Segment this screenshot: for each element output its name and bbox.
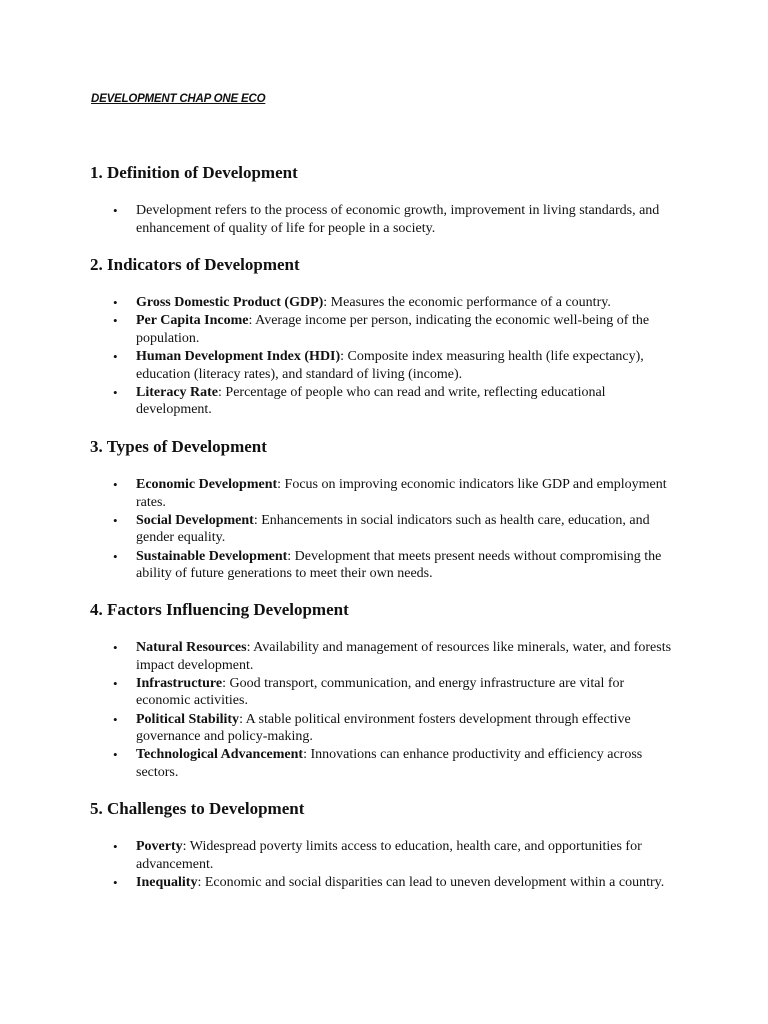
item-term: Natural Resources (136, 640, 247, 655)
item-term: Political Stability (136, 711, 240, 727)
item-term: Per Capita Income (136, 313, 249, 329)
list-item (90, 476, 676, 511)
item-term: Poverty (136, 839, 183, 854)
bullet-icon: • (113, 839, 118, 854)
list-item (90, 838, 676, 873)
item-text: Development refers to the process of economic growth, improvement in living standards, and enhancement of quality of life for people in a society. (136, 203, 660, 236)
bullet-icon: • (113, 477, 118, 492)
section-heading: 2. Indicators of Development (90, 255, 300, 274)
list-item (90, 202, 676, 237)
list-item (90, 312, 676, 347)
bullet-list (90, 838, 690, 891)
bullet-icon: • (113, 295, 118, 310)
item-term: Sustainable Development (136, 548, 288, 564)
item-term: Human Development Index (HDI) (136, 348, 341, 364)
item-text: : Enhancements in social indicators such as health care, education, and gender equality. (136, 512, 650, 546)
section-heading: 4. Factors Influencing Development (90, 600, 349, 619)
item-text: : Widespread poverty limits access to education, health care, and opportunities for advancement. (136, 839, 642, 872)
bullet-icon: • (113, 384, 118, 400)
item-term: Infrastructure (136, 675, 223, 691)
list-item (90, 639, 676, 674)
bullet-icon: • (113, 313, 118, 329)
list-item (90, 512, 676, 547)
section-heading: 5. Challenges to Development (90, 799, 305, 818)
list-item (90, 746, 676, 781)
item-text: : A stable political environment fosters development through effective governance and policy-making. (136, 711, 631, 745)
section-factors (90, 600, 690, 782)
item-term: Technological Advancement (136, 747, 304, 763)
section-heading: 3. Types of Development (90, 437, 267, 456)
bullet-icon: • (113, 675, 118, 691)
bullet-list (90, 639, 690, 782)
item-term: Economic Development (136, 477, 278, 492)
section-indicators (90, 255, 690, 419)
item-term: Inequality (136, 874, 198, 890)
bullet-icon: • (113, 640, 118, 655)
list-item (90, 348, 676, 383)
list-item (90, 384, 676, 419)
bullet-list (90, 202, 690, 237)
item-term: Gross Domestic Product (GDP) (136, 295, 324, 310)
item-text: : Average income per person, indicating the economic well-being of the population. (136, 313, 650, 346)
item-text: : Availability and management of resources like minerals, water, and forests impact development. (136, 640, 672, 673)
item-text: : Composite index measuring health (life expectancy), education (literacy rates), and standard of living (income). (136, 348, 644, 382)
item-text: : Focus on improving economic indicators like GDP and employment rates. (136, 477, 667, 510)
bullet-list (90, 476, 690, 583)
item-text: : Good transport, communication, and energy infrastructure are vital for economic activities. (136, 675, 625, 709)
item-text: : Innovations can enhance productivity and efficiency across sectors. (136, 747, 643, 780)
section-heading: 1. Definition of Development (90, 163, 298, 182)
item-text: : Measures the economic performance of a country. (323, 295, 611, 310)
bullet-icon: • (113, 512, 118, 528)
item-text: : Development that meets present needs without compromising the ability of future generations to meet their own needs. (136, 548, 662, 582)
section-definition (90, 163, 690, 237)
list-item (90, 874, 676, 892)
list-item (90, 294, 676, 312)
bullet-icon: • (113, 711, 118, 727)
list-item (90, 711, 676, 746)
bullet-icon: • (113, 874, 118, 890)
section-types (90, 437, 690, 583)
item-term: Social Development (136, 512, 254, 528)
bullet-icon: • (113, 548, 118, 564)
list-item (90, 548, 676, 583)
item-term: Literacy Rate (136, 384, 219, 400)
bullet-list (90, 294, 690, 419)
section-challenges (90, 799, 690, 891)
item-text: : Economic and social disparities can lead to uneven development within a country. (197, 874, 665, 890)
document-title: DEVELOPMENT CHAP ONE ECO (91, 93, 266, 105)
list-item (90, 675, 676, 710)
bullet-icon: • (113, 348, 118, 364)
bullet-icon: • (113, 747, 118, 763)
item-text: : Percentage of people who can read and write, reflecting educational development. (136, 384, 606, 418)
bullet-icon: • (113, 203, 118, 218)
